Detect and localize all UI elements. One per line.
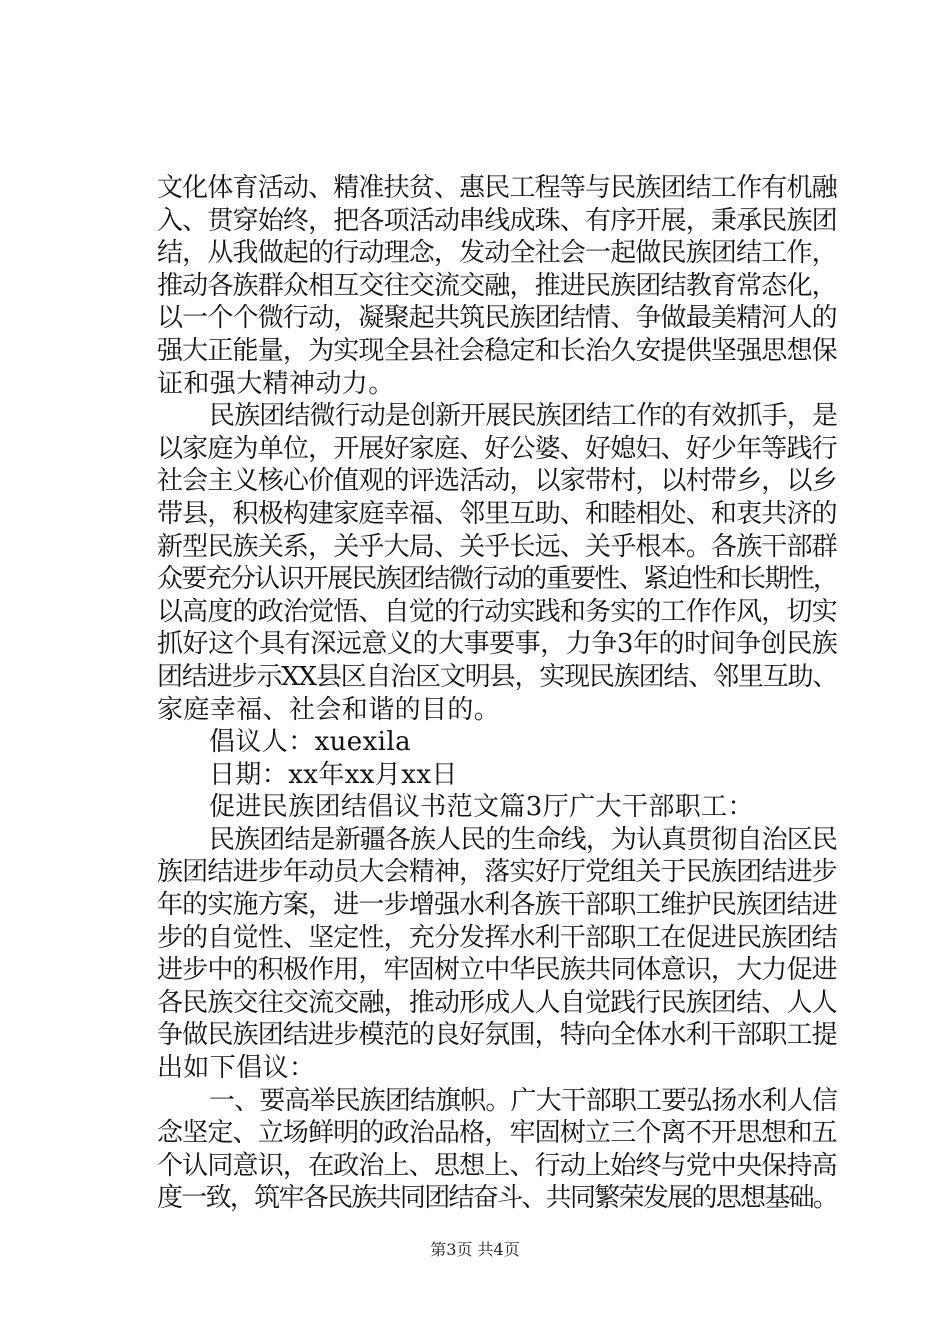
text-line: 社会主义核心价值观的评选活动，以家带村，以村带乡，以乡 <box>157 466 837 497</box>
text-line: 族团结进步年动员大会精神，落实好厅党组关于民族团结进步 <box>157 857 837 888</box>
text-line: 抓好这个具有深远意义的大事要事，力争3年的时间争创民族 <box>157 629 838 660</box>
document-body <box>157 172 837 1215</box>
text-line: 各民族交往交流交融，推动形成人人自觉践行民族团结、人人 <box>157 987 837 1018</box>
date-line: 日期：xx年xx月xx日 <box>209 759 458 790</box>
text-line: 众要充分认识开展民族团结微行动的重要性、紧迫性和长期性， <box>157 564 838 595</box>
text-line: 带县，积极构建家庭幸福、邻里互助、和睦相处、和衷共济的 <box>157 498 837 529</box>
text-line: 以高度的政治觉悟、自觉的行动实践和务实的工作作风，切实 <box>157 596 837 627</box>
section-heading-line: 促进民族团结倡议书范文篇3厅广大干部职工： <box>209 792 754 823</box>
paragraph-start-line: 民族团结微行动是创新开展民族团结工作的有效抓手，是 <box>209 401 838 432</box>
paragraph-start-line: 一、要高举民族团结旗帜。广大干部职工要弘扬水利人信 <box>209 1085 838 1116</box>
paragraph-start-line: 民族团结是新疆各族人民的生命线，为认真贯彻自治区民 <box>209 824 838 855</box>
text-line: 度一致，筑牢各民族共同团结奋斗、共同繁荣发展的思想基础。 <box>157 1183 838 1214</box>
text-line: 个认同意识，在政治上、思想上、行动上始终与党中央保持高 <box>157 1150 837 1181</box>
text-line: 团结进步示XX县区自治区文明县，实现民族团结、邻里互助、 <box>157 661 838 692</box>
text-line: 新型民族关系，关乎大局、关乎长远、关乎根本。各族干部群 <box>157 531 837 562</box>
text-line: 以家庭为单位，开展好家庭、好公婆、好媳妇、好少年等践行 <box>157 433 837 464</box>
page-number-footer: 第3页 共4页 <box>430 1240 520 1259</box>
signatory-line: 倡议人：xuexila <box>209 727 411 758</box>
text-line: 进步中的积极作用，牢固树立中华民族共同体意识，大力促进 <box>157 955 837 986</box>
text-line: 年的实施方案，进一步增强水利各族干部职工维护民族团结进 <box>157 890 837 921</box>
text-line: 证和强大精神动力。 <box>157 368 395 399</box>
text-line: 强大正能量，为实现全县社会稳定和长治久安提供坚强思想保 <box>157 335 837 366</box>
text-line: 家庭幸福、社会和谐的目的。 <box>157 694 501 725</box>
text-line: 步的自觉性、坚定性，充分发挥水利干部职工在促进民族团结 <box>157 922 837 953</box>
text-line: 推动各族群众相互交往交流交融，推进民族团结教育常态化， <box>157 270 837 301</box>
text-line: 出如下倡议： <box>157 1053 316 1084</box>
text-line: 入、贯穿始终，把各项活动串线成珠、有序开展，秉承民族团 <box>157 205 837 236</box>
text-line: 念坚定、立场鲜明的政治品格，牢固树立三个离不开思想和五 <box>157 1118 837 1149</box>
text-line: 结，从我做起的行动理念，发动全社会一起做民族团结工作， <box>157 238 837 269</box>
text-line: 争做民族团结进步模范的良好氛围，特向全体水利干部职工提 <box>157 1020 837 1051</box>
text-line: 以一个个微行动，凝聚起共筑民族团结情、争做最美精河人的 <box>157 303 837 334</box>
text-line: 文化体育活动、精准扶贫、惠民工程等与民族团结工作有机融 <box>157 173 837 203</box>
